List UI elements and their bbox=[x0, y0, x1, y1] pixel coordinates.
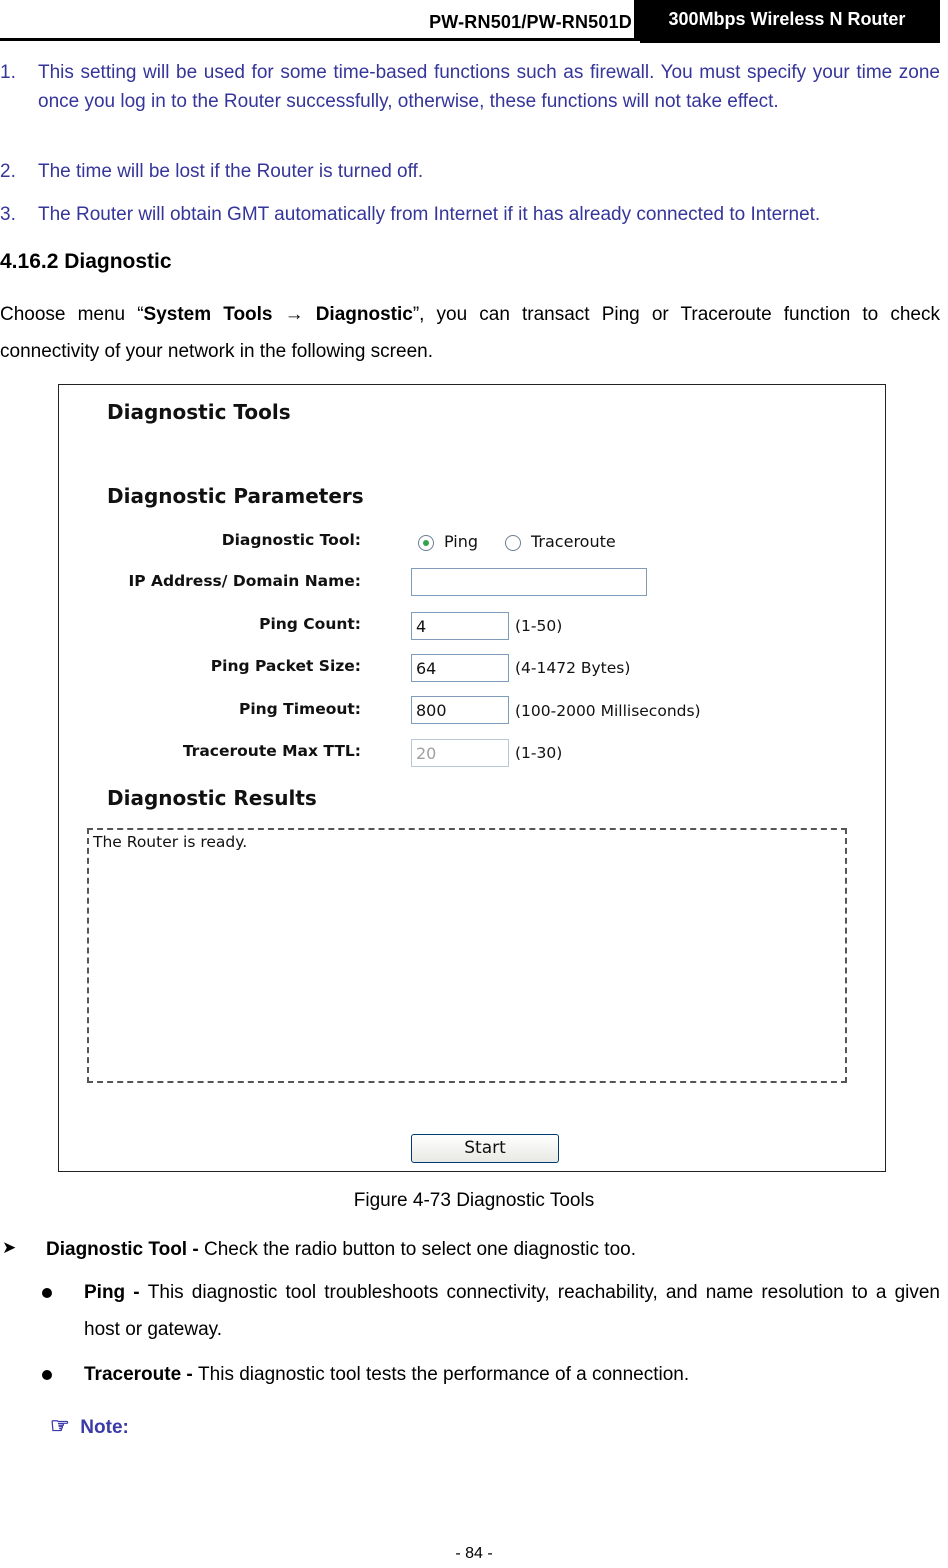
page-number: - 84 - bbox=[455, 1545, 493, 1562]
bullet-dot-icon bbox=[42, 1288, 52, 1298]
header-rule-accent bbox=[640, 41, 940, 43]
traceroute-radio[interactable] bbox=[505, 535, 521, 551]
note-number: 1. bbox=[0, 62, 16, 83]
diagnostic-tools-figure bbox=[58, 384, 886, 1172]
term: Ping - bbox=[84, 1282, 148, 1303]
ip-address-label: IP Address/ Domain Name: bbox=[128, 572, 361, 590]
term: Traceroute - bbox=[84, 1364, 199, 1385]
menu-arrow: → bbox=[272, 304, 316, 325]
page-header bbox=[0, 0, 948, 40]
description: This diagnostic tool tests the performance of a connection. bbox=[198, 1364, 690, 1385]
bullet-dot-icon bbox=[42, 1370, 52, 1380]
description: This diagnostic tool troubleshoots connectivity, reachability, and name resolution to a given host or gateway. bbox=[84, 1282, 940, 1340]
intro-text: ”, you can transact Ping or Traceroute function to check connectivity of your network in the following screen. bbox=[0, 304, 940, 362]
model-name: PW-RN501/PW-RN501D bbox=[429, 12, 632, 32]
note-number: 2. bbox=[0, 161, 16, 182]
description: Check the radio button to select one diagnostic too. bbox=[203, 1239, 636, 1260]
ping-packet-size-input[interactable]: 64 bbox=[411, 654, 509, 682]
note-number: 3. bbox=[0, 204, 16, 225]
ping-timeout-input[interactable]: 800 bbox=[411, 696, 509, 724]
ping-packet-size-hint: (4-1472 Bytes) bbox=[515, 659, 631, 677]
diagnostic-tool-label: Diagnostic Tool: bbox=[221, 531, 361, 549]
note-item-2 bbox=[0, 157, 940, 186]
ping-packet-size-label: Ping Packet Size: bbox=[210, 657, 361, 675]
ping-timeout-hint: (100-2000 Milliseconds) bbox=[515, 702, 701, 720]
figure-caption: Figure 4-73 Diagnostic Tools bbox=[353, 1190, 595, 1211]
note-item-3 bbox=[0, 200, 940, 229]
section-intro bbox=[0, 296, 940, 370]
note-text: This setting will be used for some time-based functions such as firewall. You must specify your time zone once you log in to the Router successfully, otherwise, these functions will not take effect. bbox=[38, 62, 940, 112]
term: Diagnostic Tool - bbox=[46, 1239, 204, 1260]
arrow-bullet-icon: ➤ bbox=[2, 1238, 17, 1257]
section-heading: 4.16.2 Diagnostic bbox=[0, 250, 172, 273]
start-button[interactable]: Start bbox=[411, 1134, 559, 1163]
ping-radio[interactable] bbox=[418, 535, 434, 551]
product-name: 300Mbps Wireless N Router bbox=[634, 0, 940, 38]
ping-count-hint: (1-50) bbox=[515, 617, 563, 635]
list-item-ping bbox=[84, 1274, 940, 1348]
menu-diagnostic: Diagnostic bbox=[315, 304, 413, 325]
note-text: The Router will obtain GMT automatically from Internet if it has already connected to Internet. bbox=[38, 204, 821, 225]
menu-system-tools: System Tools bbox=[143, 304, 273, 325]
list-item-traceroute bbox=[84, 1356, 940, 1393]
diagnostic-results-area[interactable]: The Router is ready. bbox=[87, 828, 847, 1083]
diagnostic-parameters-heading: Diagnostic Parameters bbox=[107, 484, 364, 508]
traceroute-max-ttl-hint: (1-30) bbox=[515, 744, 563, 762]
traceroute-max-ttl-input[interactable]: 20 bbox=[411, 739, 509, 767]
pointing-hand-icon: ☜ bbox=[50, 1413, 70, 1438]
diagnostic-results-heading: Diagnostic Results bbox=[107, 786, 317, 810]
ping-timeout-label: Ping Timeout: bbox=[238, 700, 361, 718]
note-item-1 bbox=[0, 58, 940, 116]
list-item-diagnostic-tool bbox=[46, 1231, 940, 1268]
intro-text: Choose menu “ bbox=[0, 304, 144, 325]
traceroute-max-ttl-label: Traceroute Max TTL: bbox=[182, 742, 361, 760]
note-heading bbox=[50, 1413, 129, 1439]
note-label: Note: bbox=[80, 1417, 129, 1438]
note-text: The time will be lost if the Router is turned off. bbox=[38, 161, 424, 182]
traceroute-radio-label: Traceroute bbox=[531, 532, 616, 551]
ping-radio-label: Ping bbox=[444, 532, 479, 551]
ip-address-input[interactable] bbox=[411, 568, 647, 596]
diagnostic-tools-title: Diagnostic Tools bbox=[107, 400, 291, 424]
ping-count-input[interactable]: 4 bbox=[411, 612, 509, 640]
ping-count-label: Ping Count: bbox=[259, 615, 361, 633]
